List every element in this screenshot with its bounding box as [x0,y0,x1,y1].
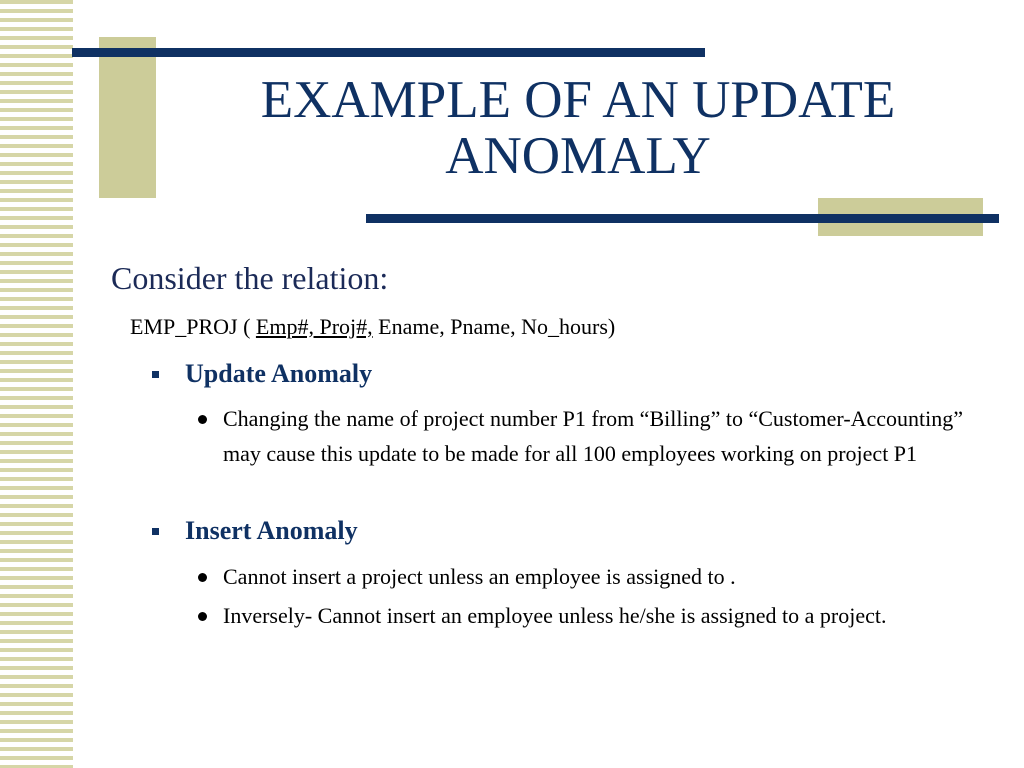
round-bullet-icon [198,573,207,582]
relation-primary-keys: Emp#, Proj#, [255,314,373,339]
section-heading: Update Anomaly [185,359,373,388]
decorative-line-bottom [366,214,999,223]
decorative-block-top [99,37,156,198]
list-item-text: Changing the name of project number P1 from “Billing” to “Customer-Accounting” may cause this update to be made for all 100 employees working on project P1 [223,406,964,466]
section-heading: Insert Anomaly [185,516,358,545]
left-striped-border [0,0,73,768]
relation-schema [130,312,615,342]
slide-title-line-1: EXAMPLE OF AN UPDATE [260,71,896,129]
round-bullet-icon [198,415,207,424]
square-bullet-icon [152,528,159,535]
square-bullet-icon [152,371,159,378]
relation-attributes: Ename, Pname, No_hours) [372,314,616,339]
slide-title [158,72,998,184]
intro-text: Consider the relation: [111,260,389,296]
round-bullet-icon [198,612,207,621]
list-item-text: Cannot insert a project unless an employee is assigned to . [223,564,736,589]
relation-name: EMP_PROJ ( [130,314,256,339]
list-item-text: Inversely- Cannot insert an employee unless he/she is assigned to a project. [223,603,887,628]
decorative-line-top [72,48,705,57]
slide-title-line-2: ANOMALY [445,127,711,185]
